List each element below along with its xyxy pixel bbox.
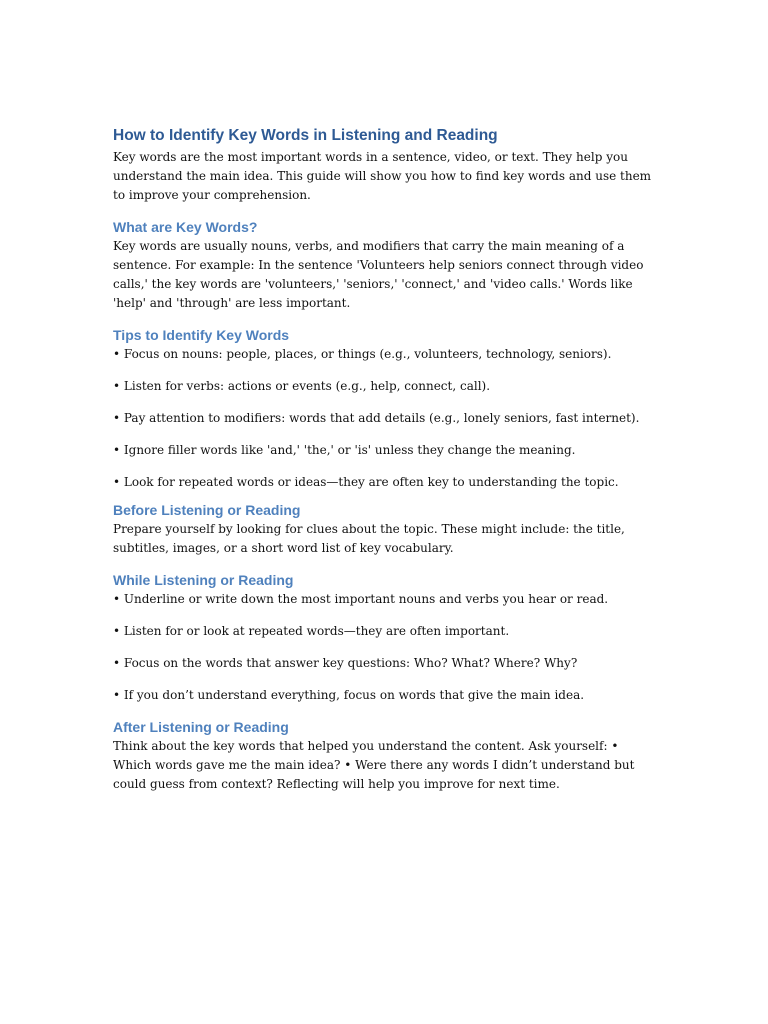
list-item: • If you don’t understand everything, focus on words that give the main idea.: [113, 688, 585, 702]
list-item: • Listen for or look at repeated words—they are often important.: [113, 624, 510, 638]
list-item: • Focus on nouns: people, places, or things (e.g., volunteers, technology, seniors).: [113, 347, 612, 361]
section-heading-after: After Listening or Reading: [113, 719, 289, 735]
section-paragraph-before: Prepare yourself by looking for clues about the topic. These might include: the title, subtitles, images, or a short word list of key vocabulary.: [113, 522, 625, 555]
list-item: • Focus on the words that answer key questions: Who? What? Where? Why?: [113, 656, 578, 670]
section-heading-before: Before Listening or Reading: [113, 502, 301, 518]
section-paragraph-after: Think about the key words that helped you understand the content. Ask yourself: • Which words gave me the main idea? • Were there any words I didn’t understand but could guess from context? Reflecting will help you improve for next time.: [113, 739, 635, 791]
list-item: • Pay attention to modifiers: words that add details (e.g., lonely seniors, fast internet).: [113, 411, 640, 425]
tips-list: [113, 345, 658, 492]
list-item: • Ignore filler words like 'and,' 'the,' or 'is' unless they change the meaning.: [113, 443, 576, 457]
list-item: • Look for repeated words or ideas—they are often key to understanding the topic.: [113, 475, 619, 489]
list-item: • Listen for verbs: actions or events (e.g., help, connect, call).: [113, 379, 491, 393]
section-heading-while: While Listening or Reading: [113, 572, 294, 588]
document-title: How to Identify Key Words in Listening and Reading: [113, 127, 498, 144]
section-paragraph-what-are-key-words: Key words are usually nouns, verbs, and modifiers that carry the main meaning of a sentence. For example: In the sentence 'Volunteers help seniors connect through video calls,' the key words are 'volunteers,' 'seniors,' 'connect,' and 'video calls.' Words like 'help' and 'through' are less important.: [113, 239, 644, 310]
section-heading-tips: Tips to Identify Key Words: [113, 327, 290, 343]
intro-paragraph: Key words are the most important words in a sentence, video, or text. They help you understand the main idea. This guide will show you how to find key words and use them to improve your comprehension.: [113, 150, 652, 202]
while-list: [113, 590, 658, 705]
list-item: • Underline or write down the most important nouns and verbs you hear or read.: [113, 592, 609, 606]
document-page: [113, 124, 658, 794]
section-heading-what-are-key-words: What are Key Words?: [113, 219, 258, 235]
